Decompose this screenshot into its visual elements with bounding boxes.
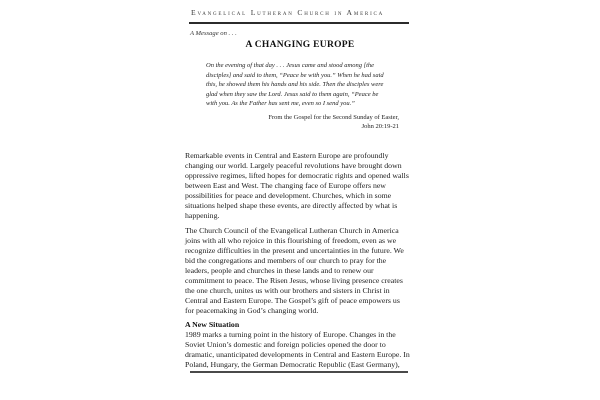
text-line: bid the congregations and members of our church to pray for the — [185, 255, 387, 265]
text-line: leaders, people and churches in these lands and to renew our — [185, 265, 374, 275]
attribution-source: From the Gospel for the Second Sunday of Easter, — [268, 113, 399, 121]
series-label: A Message on . . . — [190, 30, 237, 37]
text-line: for peacemaking in God’s changing world. — [185, 305, 319, 315]
text-line: situations helped shape these events, are directly affected by what is — [185, 200, 398, 210]
text-line: Remarkable events in Central and Eastern Europe are profoundly — [185, 150, 389, 160]
text-line: glad when they saw the Lord. Jesus said to them again, “Peace be — [206, 90, 379, 98]
section-heading: A New Situation — [185, 319, 240, 329]
text-line: dramatic, unanticipated developments in Central and Eastern Europe. In — [185, 349, 410, 359]
text-line: this, he showed them his hands and his side. Then the disciples were — [206, 81, 384, 89]
attribution-reference: John 20:19-21 — [361, 123, 399, 131]
text-line: The Church Council of the Evangelical Lutheran Church in America — [185, 225, 399, 235]
body-paragraph-2 — [185, 226, 404, 316]
scripture-quote — [206, 61, 384, 109]
body-paragraph-3 — [185, 330, 410, 370]
text-line: joins with all who rejoice in this flourishing of freedom, even as we — [185, 235, 397, 245]
text-line: oppressive regimes, lifted hopes for democratic rights and opened walls — [185, 170, 409, 180]
text-line: Soviet Union’s domestic and foreign policies opened the door to — [185, 339, 386, 349]
masthead-title: Evangelical Lutheran Church in America — [191, 8, 385, 17]
text-line: the one church, unites us with our brothers and sisters in Christ in — [185, 285, 390, 295]
text-line: recognize difficulties in the present and uncertainties in the future. We — [185, 245, 404, 255]
text-line: Poland, Hungary, the German Democratic Republic (East Germany), — [185, 359, 400, 369]
text-line: with you. As the Father has sent me, even so I send you.” — [206, 100, 355, 108]
text-line: possibilities for peace and development. Churches, which in some — [185, 190, 392, 200]
text-line: happening. — [185, 210, 220, 220]
text-line: commitment to peace. The Risen Jesus, whose living presence creates — [185, 275, 403, 285]
text-line: Central and Eastern Europe. The Gospel’s gift of peace empowers us — [185, 295, 400, 305]
masthead-rule — [189, 22, 409, 24]
page-title: A CHANGING EUROPE — [245, 39, 355, 50]
footer-rule — [190, 371, 408, 373]
text-line: disciples] and said to them, “Peace be with you.” When he had said — [206, 71, 384, 79]
text-line: On the evening of that day . . . Jesus came and stood among [the — [206, 62, 375, 69]
quote-attribution — [180, 113, 399, 132]
text-line: between East and West. The changing face of Europe offers new — [185, 180, 386, 190]
text-line: changing our world. Largely peaceful revolutions have brought down — [185, 160, 402, 170]
text-line: 1989 marks a turning point in the history of Europe. Changes in the — [185, 329, 396, 339]
body-paragraph-1 — [185, 151, 409, 221]
